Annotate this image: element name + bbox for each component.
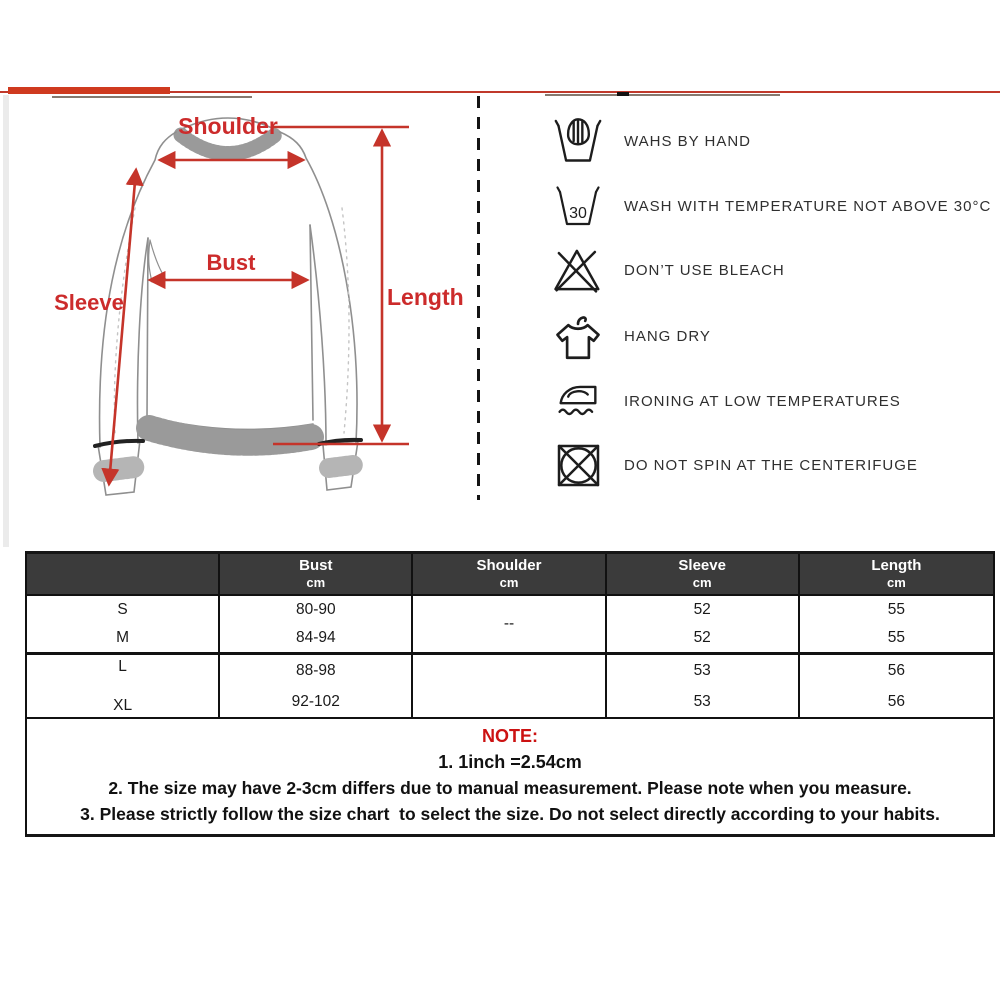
shoulder-values-cell — [413, 655, 606, 717]
bust-value: 84-94 — [295, 629, 336, 646]
length-value: 56 — [887, 661, 906, 679]
size-label: S — [117, 601, 128, 618]
sleeve-arrow — [109, 170, 136, 484]
header-label: Shoulder — [476, 556, 542, 574]
header-label: Length — [871, 556, 922, 574]
size-table-header — [27, 554, 993, 594]
left-cuff-band — [95, 441, 143, 446]
bust-values-cell — [220, 596, 413, 652]
note-line: 1. 1inch =2.54cm — [438, 752, 582, 772]
header-cell-size — [27, 554, 220, 594]
care-row-wash-30 — [548, 182, 994, 230]
size-label: M — [116, 629, 130, 646]
wash-temp-number: 30 — [569, 205, 587, 222]
header-cell-bust — [220, 554, 413, 594]
bust-values-cell — [220, 655, 413, 717]
size-label: L — [118, 658, 127, 675]
header-cell-length — [800, 554, 993, 594]
care-row-no-bleach — [548, 242, 994, 298]
no-bleach-icon — [548, 243, 608, 297]
sleeve-values-cell — [607, 655, 800, 717]
sleeve-value: 52 — [693, 629, 711, 646]
bust-value: 92-102 — [291, 692, 340, 710]
size-label: XL — [113, 697, 133, 714]
size-table — [25, 551, 995, 837]
bust-value: 88-98 — [295, 661, 336, 679]
length-values-cell — [800, 596, 993, 652]
shoulder-value: -- — [503, 615, 515, 632]
care-row-hang-dry — [548, 304, 994, 368]
care-label: WAHS BY HAND — [624, 132, 752, 150]
care-label: HANG DRY — [624, 327, 711, 345]
header-unit: cm — [306, 575, 326, 591]
sleeve-value: 53 — [693, 661, 711, 679]
shoulder-values-cell — [413, 596, 606, 652]
sweater-measurement-diagram — [0, 88, 500, 508]
header-label: Sleeve — [678, 556, 726, 574]
vertical-dashed-divider — [477, 96, 480, 500]
length-value: 55 — [887, 629, 906, 646]
drawstring-detail — [149, 240, 166, 282]
size-group-l-xl — [27, 652, 993, 717]
hem-rib — [149, 428, 311, 443]
header-unit: cm — [499, 575, 519, 591]
bust-value: 80-90 — [295, 601, 336, 618]
top-rule-black-blip — [617, 92, 629, 96]
length-value: 56 — [887, 692, 906, 710]
header-unit: cm — [886, 575, 906, 591]
measure-label-shoulder: Shoulder — [178, 113, 278, 139]
header-cell-sleeve — [607, 554, 800, 594]
sleeve-value: 53 — [693, 692, 711, 710]
right-cuff-rib — [329, 465, 353, 468]
note-box — [27, 717, 993, 834]
care-row-no-spin — [548, 436, 994, 494]
length-value: 55 — [887, 601, 906, 618]
sleeve-values-cell — [607, 596, 800, 652]
care-label: WASH WITH TEMPERATURE NOT ABOVE 30°C — [624, 197, 992, 215]
measure-label-length: Length — [387, 284, 464, 310]
care-row-hand-wash — [548, 114, 994, 168]
header-unit: cm — [692, 575, 712, 591]
note-line: 3. Please strictly follow the size chart to select the size. Do not select directly according to your habits. — [80, 804, 940, 824]
sleeve-value: 52 — [693, 601, 711, 618]
size-group-s-m — [27, 594, 993, 652]
header-cell-shoulder — [413, 554, 606, 594]
header-label: Bust — [299, 556, 333, 574]
top-rule-gray-right — [545, 94, 780, 96]
size-labels-cell — [27, 596, 220, 652]
hang-dry-icon — [548, 307, 608, 365]
care-label: IRONING AT LOW TEMPERATURES — [624, 392, 901, 410]
wash-30-icon — [548, 182, 608, 230]
care-label: DON’T USE BLEACH — [624, 261, 785, 279]
measure-label-sleeve: Sleeve — [54, 290, 124, 315]
care-row-iron-low — [548, 376, 994, 426]
left-cuff-rib — [104, 467, 135, 471]
hand-wash-icon — [548, 115, 608, 167]
note-line: 2. The size may have 2-3cm differs due to manual measurement. Please note when you measure. — [108, 778, 912, 798]
size-labels-cell — [27, 655, 220, 717]
note-title: NOTE: — [482, 726, 538, 746]
measure-label-bust: Bust — [206, 250, 256, 275]
length-values-cell — [800, 655, 993, 717]
care-label: DO NOT SPIN AT THE CENTERIFUGE — [624, 456, 918, 474]
no-spin-icon — [548, 438, 608, 493]
iron-low-icon — [548, 375, 608, 427]
shoulder-value — [413, 655, 604, 717]
